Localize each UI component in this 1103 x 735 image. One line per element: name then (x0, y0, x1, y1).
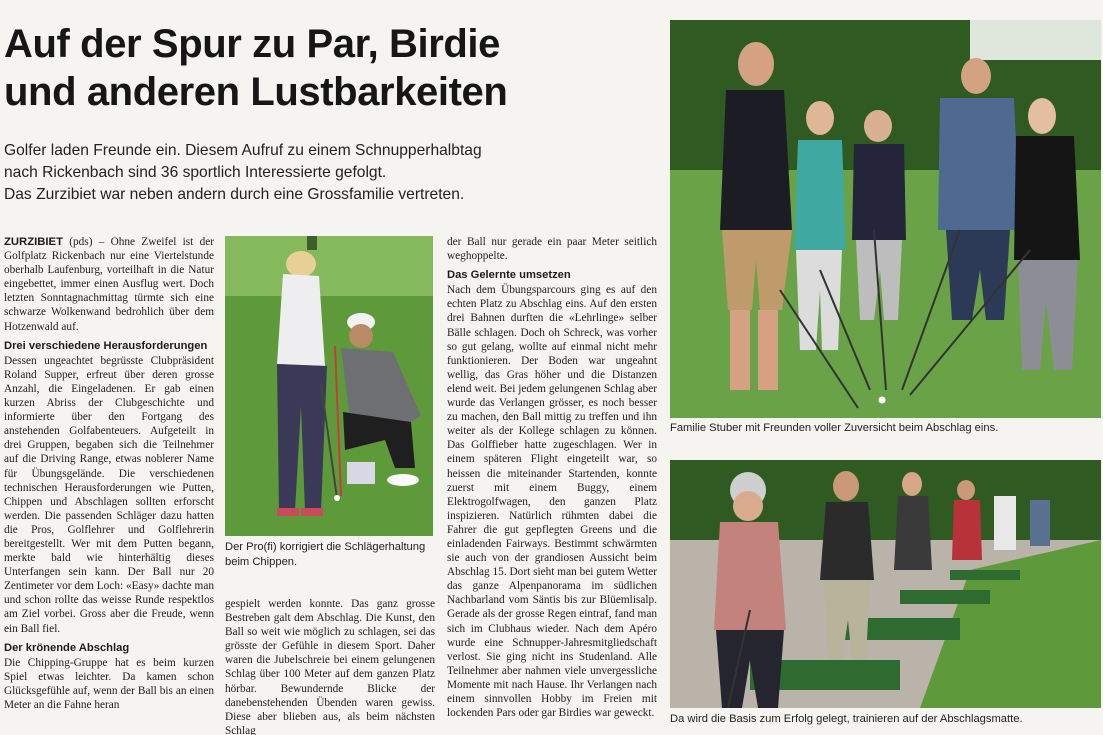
dateline: ZURZIBIET (4, 236, 63, 248)
headline (4, 20, 624, 116)
photo-family-group-image (670, 20, 1101, 418)
paragraph-course: Nach dem Übungsparcours ging es auf den echten Platz zu Abschlag eins. Auf den ersten drei Bahnen durften die «Lehrlinge» selber Bälle schlagen. Doch oh Schreck, was vorher so gut gelang, wollte auf einmal nicht mehr funktionieren. Der Boden war ungeahnt wellig, das Gras höher und die Distanzen elend weit. Bei jedem gelungenen Schlag aber wurde das Verlangen grösser, es noch besser zu machen, den Ball mittig zu treffen und ihn weiter als der Kollege schlagen zu können. Das Golffieber hatte zugeschlagen. Wer in einem späteren Flight eingeteilt war, so heissen die miteinander Startenden, konnte zuerst mit einem Buggy, einem Elektrogolfwagen, den ganzen Platz inspizieren. Natürlich rühmten dabei die Fahrer die gut gepflegten Greens und die einladenden Fairways. Bestimmt schwärmten sie auch von der grandiosen Aussicht beim Abschlag 15. Dort sieht man bei gutem Wetter das ganze Alpenpanorama im südlichen Nachbarland vom Säntis bis zur Blüemlisalp. Gerade als der grosse Regen eintraf, fand man sich im Clubhaus wieder. Nach dem Apéro wurde eine Schnupper-Jahresmitgliedschaft verlost. Sie ging nicht ins Studenland. Alle Teilnehmer aber nahmen viele unvergessliche Momente mit nach Hause. Ihr Verlangen nach einem sinnvollen Hobby im Freien mit lockenden Pars oder gar Birdies war geweckt. (447, 284, 657, 720)
photo-driving-range (670, 460, 1101, 708)
photo-chipping (225, 236, 433, 536)
subheading-applying: Das Gelernte umsetzen (447, 269, 571, 282)
lead-line-1: Golfer laden Freunde ein. Diesem Aufruf zu einem Schnupperhalbtag (4, 142, 482, 159)
photo-family-group (670, 20, 1101, 418)
article-column-2 (225, 597, 435, 735)
paragraph-continuation: der Ball nur gerade ein paar Meter seitlich weghoppelte. (447, 236, 657, 263)
paragraph-tee-shot: gespielt werden konnte. Das ganz grosse Bestreben galt dem Abschlag. Die Kunst, den Ball so weit wie möglich zu schlagen, sei das grösste der Gefühle in diesem Sport. Daher waren die Jubelschreie bei einem gelungenen Schlag über 100 Meter auf dem ganzen Platz hörbar. Bewundernde Blicke der danebenstehenden Übenden waren gewiss. Diese aber blieben aus, als beim nächsten Schlag (225, 598, 435, 735)
headline-line-2: und anderen Lustbarkeiten (4, 70, 508, 114)
photo-chipping-image (225, 236, 433, 536)
caption-chipping: Der Pro(fi) korrigiert die Schlägerhaltung beim Chippen. (225, 541, 426, 568)
lead-line-3: Das Zurzibiet war neben andern durch eine Grossfamilie vertreten. (4, 186, 465, 203)
subheading-challenges: Drei verschiedene Herausforderungen (4, 339, 208, 352)
caption-family: Familie Stuber mit Freunden voller Zuversicht beim Abschlag eins. (670, 422, 999, 434)
paragraph-challenges: Dessen ungeachtet begrüsste Clubpräsident Roland Supper, erfreut über deren grosse Anzahl, die Eingeladenen. Er gab einen kurzen Abriss der Clubgeschichte und informierte über den Fortgang des anstehenden Golfabenteuers. Aufgeteilt in drei Gruppen, begaben sich die Teilnehmer auf die Driving Range, etwas noblerer Name für Übungsgelände. Die verschiedenen technischen Herausforderungen wie Putten, Chippen und Abschlagen sollten erforscht werden. Die passenden Schläger dazu hatten die Pros, Golflehrer und Golflehrerin bereitgestellt. Wer mit dem Putten begann, merkte bald wie hinterhältig dieses Unterfangen sein kann. Der Ball nur 20 Zentimeter vor dem Loch: «Easy» dachte man und schon rollte das weisse Runde respektlos am Ziel vorbei. Gross aber die Freude, wenn ein Ball fiel. (4, 354, 214, 635)
caption-range: Da wird die Basis zum Erfolg gelegt, trainieren auf der Abschlagsmatte. (670, 713, 1023, 725)
subheading-tee-shot: Der krönende Abschlag (4, 641, 130, 654)
article-column-3 (447, 235, 657, 720)
photo-driving-range-image (670, 460, 1101, 708)
lead-line-2: nach Rickenbach sind 36 sportlich Interessierte gefolgt. (4, 164, 387, 181)
lead-paragraph (4, 140, 644, 206)
paragraph-intro (4, 235, 214, 334)
headline-line-1: Auf der Spur zu Par, Birdie (4, 22, 500, 66)
intro-text: (pds) – Ohne Zweifel ist der Golfplatz Rickenbach nur eine Viertelstunde oberhalb Laufenburg, vorteilhaft in die Natur eingebettet, immer einen Ausflug wert. Doch letzten Sonntagnachmittag türmte sich eine schwarze Wolkenwand bedrohlich über dem Hotzenwald auf. (4, 236, 214, 333)
article-column-1 (4, 235, 214, 712)
paragraph-chipping: Die Chipping-Gruppe hat es beim kurzen Spiel etwas leichter. Da kamen schon Glücksgefühle auf, wenn der Ball bis an einen Meter an die Fahne heran (4, 656, 214, 711)
